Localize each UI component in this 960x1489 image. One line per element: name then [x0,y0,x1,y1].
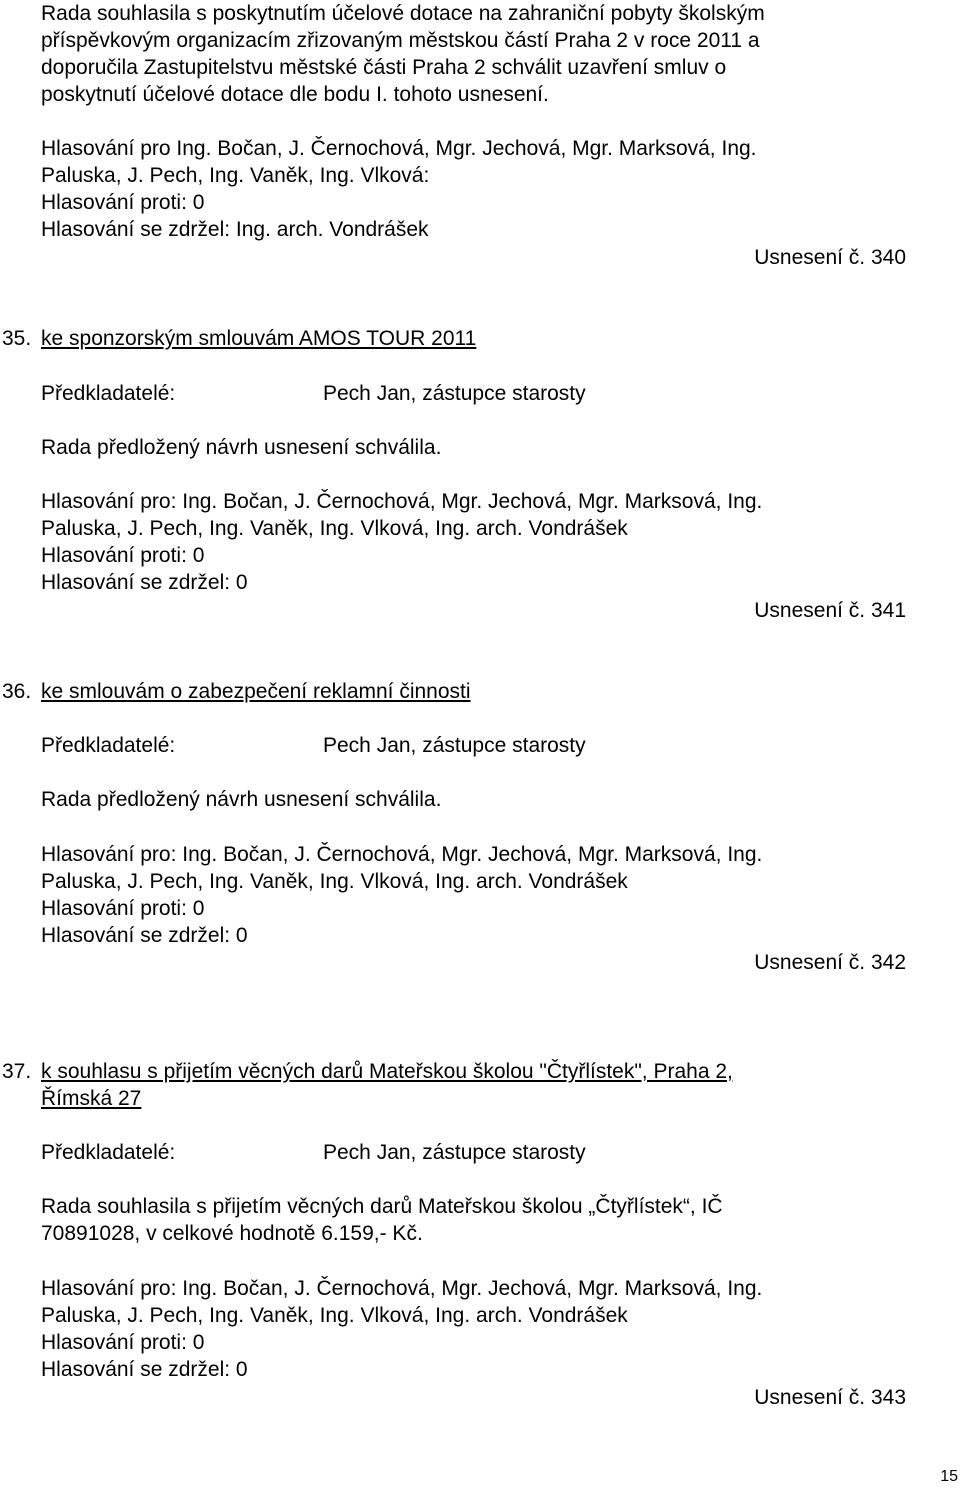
item-37-title: k souhlasu s přijetím věcných darů Mateřskou školou "Čtyřlístek", Praha 2, [41,1060,733,1083]
item-36-submitter: Pech Jan, zástupce starosty [323,734,586,757]
item-37-submitter-label: Předkladatelé: [41,1141,176,1164]
intro-vote-abstain: Hlasování se zdržel: Ing. arch. Vondrášek [41,218,429,241]
item-37-vote-for-cont: Paluska, J. Pech, Ing. Vaněk, Ing. Vlková, Ing. arch. Vondrášek [41,1304,628,1327]
item-37-vote-abstain: Hlasování se zdržel: 0 [41,1358,248,1381]
intro-line-2: příspěvkovým organizacím zřizovaným městskou částí Praha 2 v roce 2011 a [41,29,760,52]
item-36-vote-for-cont: Paluska, J. Pech, Ing. Vaněk, Ing. Vlková, Ing. arch. Vondrášek [41,870,628,893]
item-37-decision: Rada souhlasila s přijetím věcných darů Mateřskou školou „Čtyřlístek“, IČ [41,1195,723,1218]
item-37-number: 37. [2,1060,32,1083]
item-37-vote-for: Hlasování pro: Ing. Bočan, J. Černochová, Mgr. Jechová, Mgr. Marksová, Ing. [41,1277,763,1300]
item-36-title: ke smlouvám o zabezpečení reklamní činnosti [41,680,471,703]
item-35-submitter: Pech Jan, zástupce starosty [323,382,586,405]
item-37-title-cont: Římská 27 [41,1087,142,1110]
item-36-vote-against: Hlasování proti: 0 [41,897,205,920]
item-36-number: 36. [2,680,32,703]
item-37-vote-against: Hlasování proti: 0 [41,1331,205,1354]
intro-resolution-number: Usnesení č. 340 [754,246,906,269]
item-35-vote-abstain: Hlasování se zdržel: 0 [41,571,248,594]
item-37-decision-cont: 70891028, v celkové hodnotě 6.159,- Kč. [41,1222,423,1245]
intro-vote-for-cont: Paluska, J. Pech, Ing. Vaněk, Ing. Vlková: [41,164,430,187]
item-35-decision: Rada předložený návrh usnesení schválila. [41,436,442,459]
item-35-submitter-label: Předkladatelé: [41,382,176,405]
item-37-resolution-number: Usnesení č. 343 [754,1386,906,1409]
item-35-title: ke sponzorským smlouvám AMOS TOUR 2011 [41,327,477,350]
intro-vote-against: Hlasování proti: 0 [41,191,205,214]
item-36-vote-for: Hlasování pro: Ing. Bočan, J. Černochová, Mgr. Jechová, Mgr. Marksová, Ing. [41,843,763,866]
page-number: 15 [940,1468,958,1485]
item-36-resolution-number: Usnesení č. 342 [754,951,906,974]
intro-line-4: poskytnutí účelové dotace dle bodu I. tohoto usnesení. [41,83,549,106]
item-36-vote-abstain: Hlasování se zdržel: 0 [41,924,248,947]
item-35-vote-for-cont: Paluska, J. Pech, Ing. Vaněk, Ing. Vlková, Ing. arch. Vondrášek [41,517,628,540]
item-36-submitter-label: Předkladatelé: [41,734,176,757]
item-35-number: 35. [2,327,32,350]
item-35-vote-against: Hlasování proti: 0 [41,544,205,567]
intro-line-1: Rada souhlasila s poskytnutím účelové dotace na zahraniční pobyty školským [41,2,765,25]
item-36-decision: Rada předložený návrh usnesení schválila. [41,788,442,811]
intro-vote-for: Hlasování pro Ing. Bočan, J. Černochová, Mgr. Jechová, Mgr. Marksová, Ing. [41,137,757,160]
item-35-resolution-number: Usnesení č. 341 [754,599,906,622]
item-37-submitter: Pech Jan, zástupce starosty [323,1141,586,1164]
intro-line-3: doporučila Zastupitelstvu městské části Praha 2 schválit uzavření smluv o [41,56,727,79]
item-35-vote-for: Hlasování pro: Ing. Bočan, J. Černochová, Mgr. Jechová, Mgr. Marksová, Ing. [41,490,763,513]
